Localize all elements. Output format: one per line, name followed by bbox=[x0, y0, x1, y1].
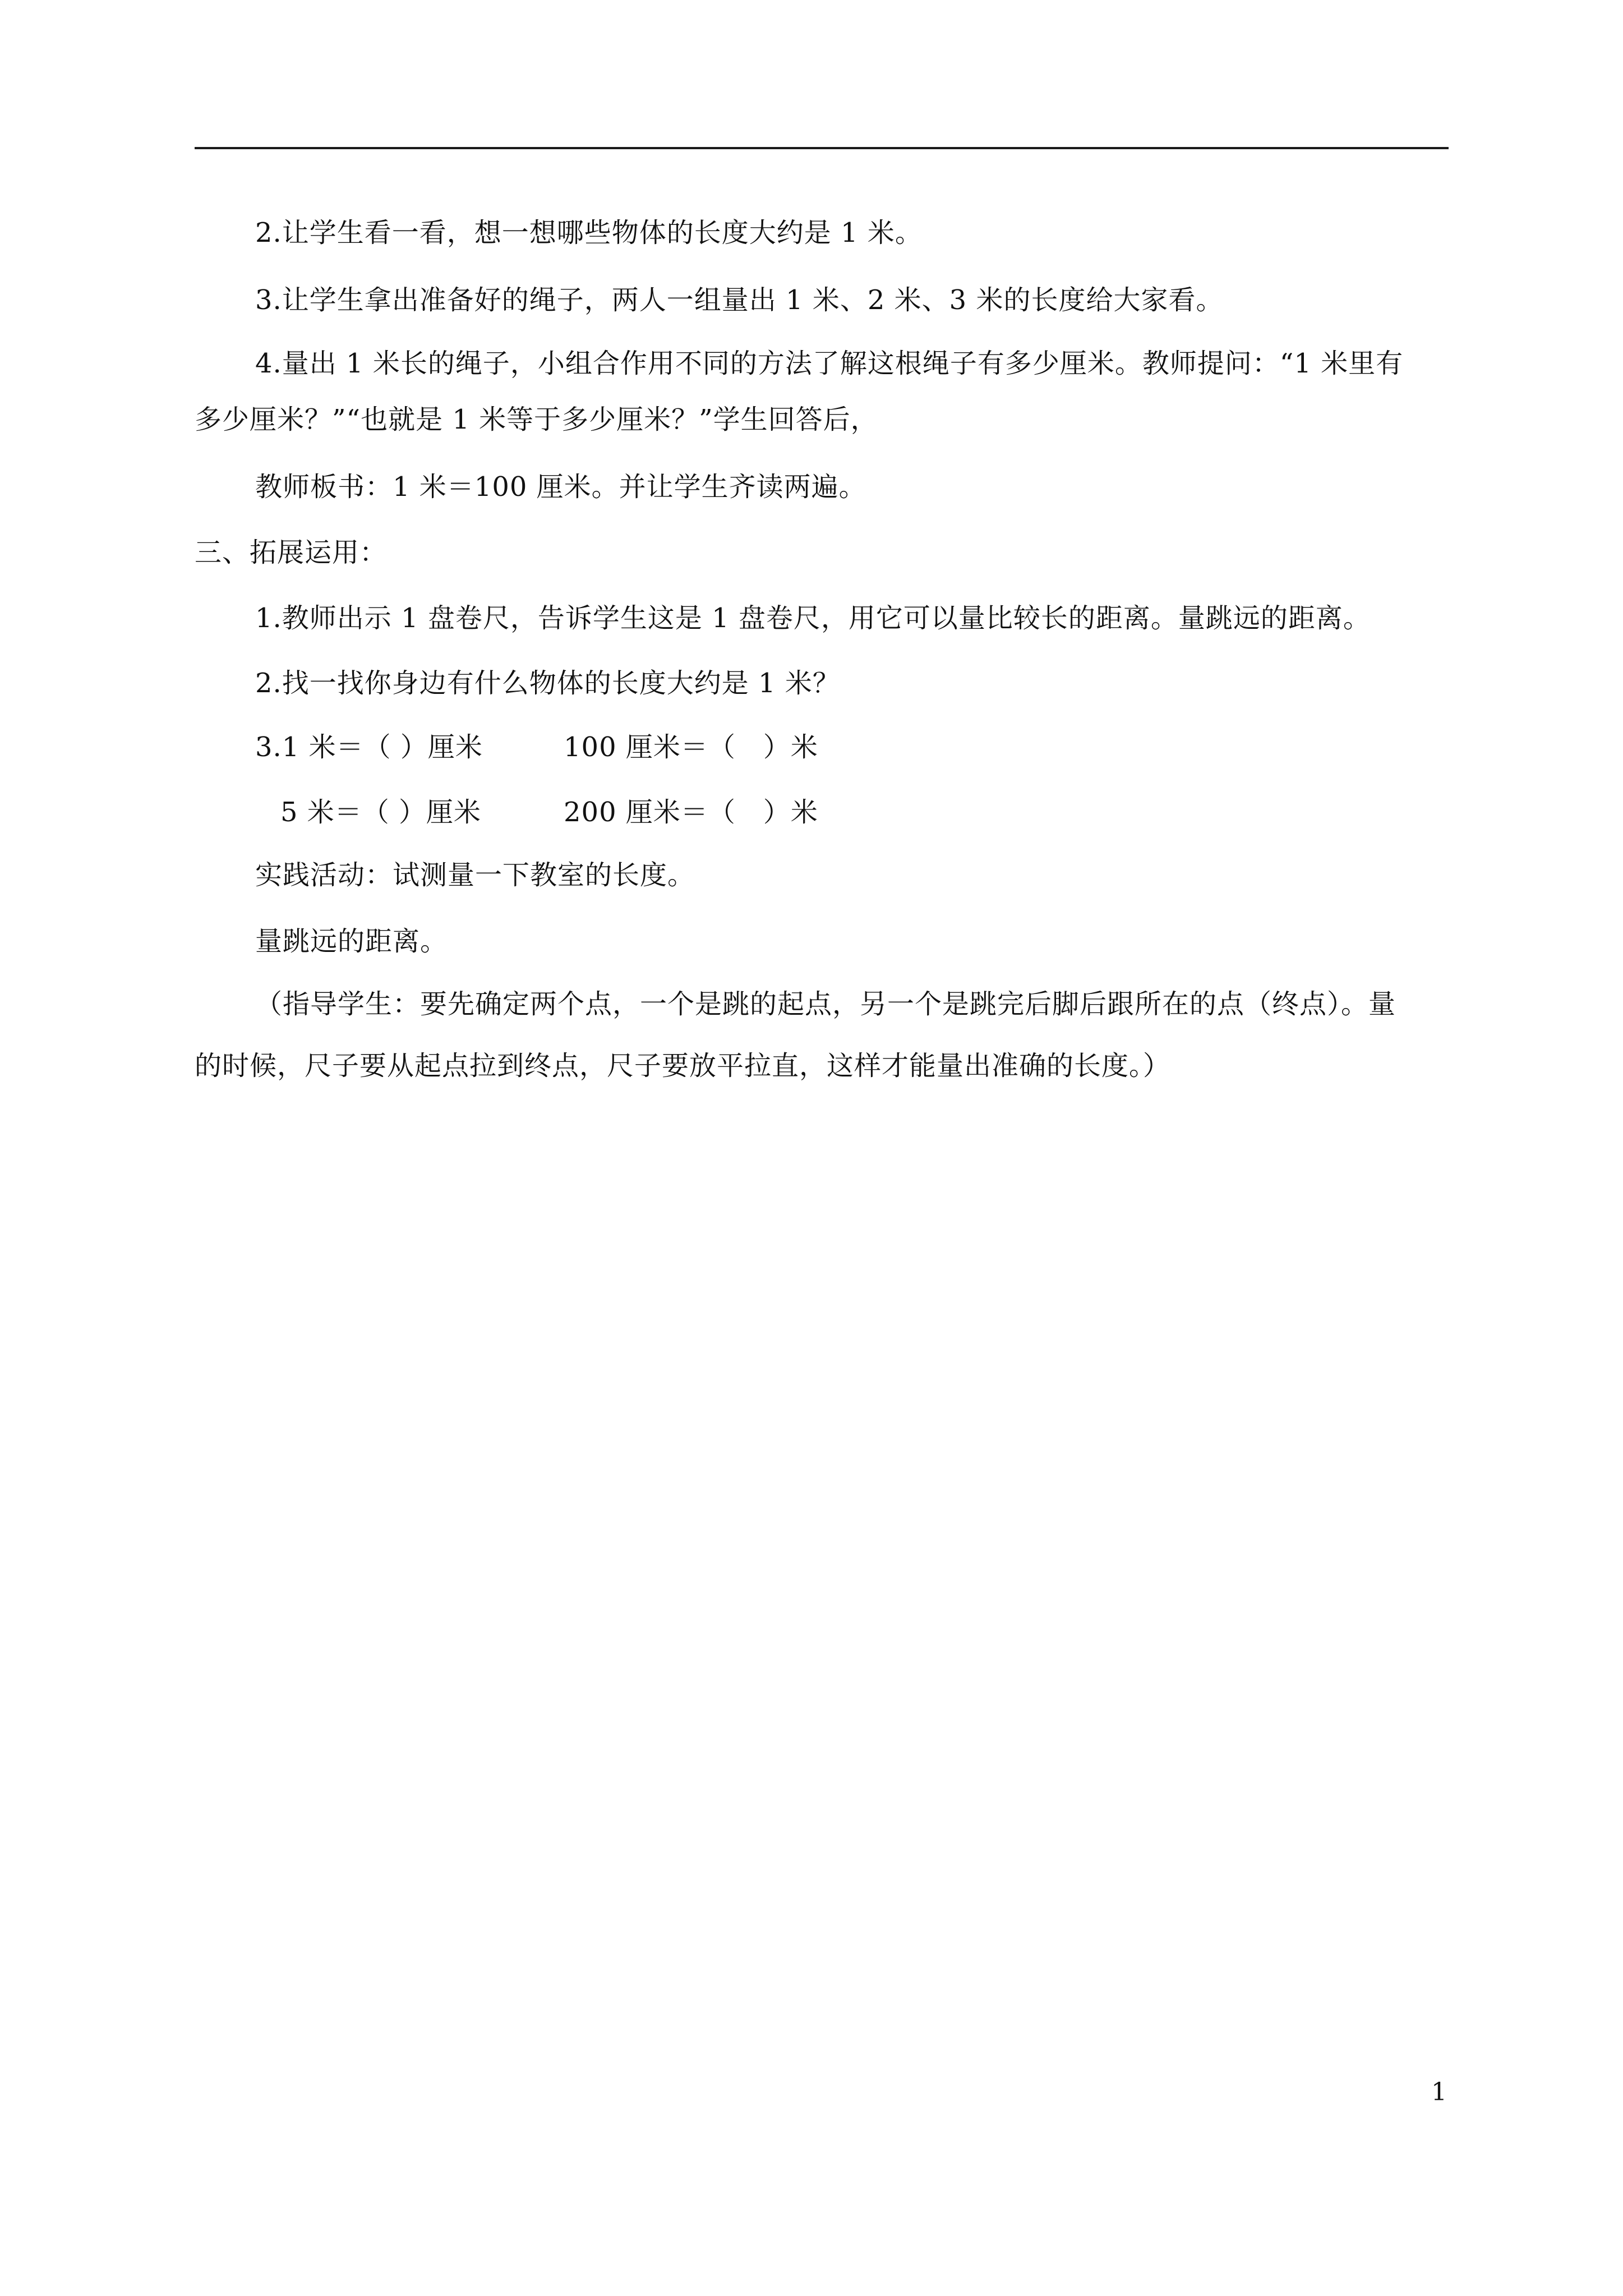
exercise-2b: 200 厘米＝（ ）米 bbox=[564, 797, 818, 828]
paragraph-jump-distance: 量跳远的距离。 bbox=[255, 926, 448, 957]
exercise-row-1 bbox=[255, 730, 483, 764]
exercise-1a: 3.1 米＝（ ）厘米 bbox=[255, 731, 483, 763]
paragraph-guidance-line1: （指导学生：要先确定两个点，一个是跳的起点，另一个是跳完后脚后跟所在的点（终点）。量 bbox=[255, 988, 1396, 1020]
paragraph-practice-activity: 实践活动：试测量一下教室的长度。 bbox=[255, 859, 695, 891]
paragraph-guidance-line2: 的时候，尺子要从起点拉到终点，尺子要放平拉直，这样才能量出准确的长度。） bbox=[195, 1050, 1171, 1082]
header-rule bbox=[195, 147, 1449, 149]
exercise-1b: 100 厘米＝（ ）米 bbox=[564, 731, 818, 763]
paragraph-observe: 2.让学生看一看，想一想哪些物体的长度大约是 1 米。 bbox=[255, 217, 923, 249]
exercise-2a: 5 米＝（ ）厘米 bbox=[280, 797, 482, 828]
paragraph-tape-measure: 1.教师出示 1 盘卷尺，告诉学生这是 1 盘卷尺，用它可以量比较长的距离。量跳远的距离。 bbox=[255, 602, 1371, 634]
page-number: 1 bbox=[1431, 2078, 1447, 2106]
section-heading: 三、拓展运用： bbox=[195, 537, 388, 568]
paragraph-group-work-line1: 4.量出 1 米长的绳子，小组合作用不同的方法了解这根绳子有多少厘米。教师提问：“1 米里有 bbox=[255, 348, 1404, 379]
paragraph-rope-measure: 3.让学生拿出准备好的绳子，两人一组量出 1 米、2 米、3 米的长度给大家看。 bbox=[255, 284, 1224, 316]
paragraph-find-objects: 2.找一找你身边有什么物体的长度大约是 1 米？ bbox=[255, 668, 840, 699]
paragraph-board-writing: 教师板书：1 米＝100 厘米。并让学生齐读两遍。 bbox=[255, 471, 866, 503]
paragraph-group-work-line2: 多少厘米？”“也就是 1 米等于多少厘米？”学生回答后， bbox=[195, 404, 878, 435]
